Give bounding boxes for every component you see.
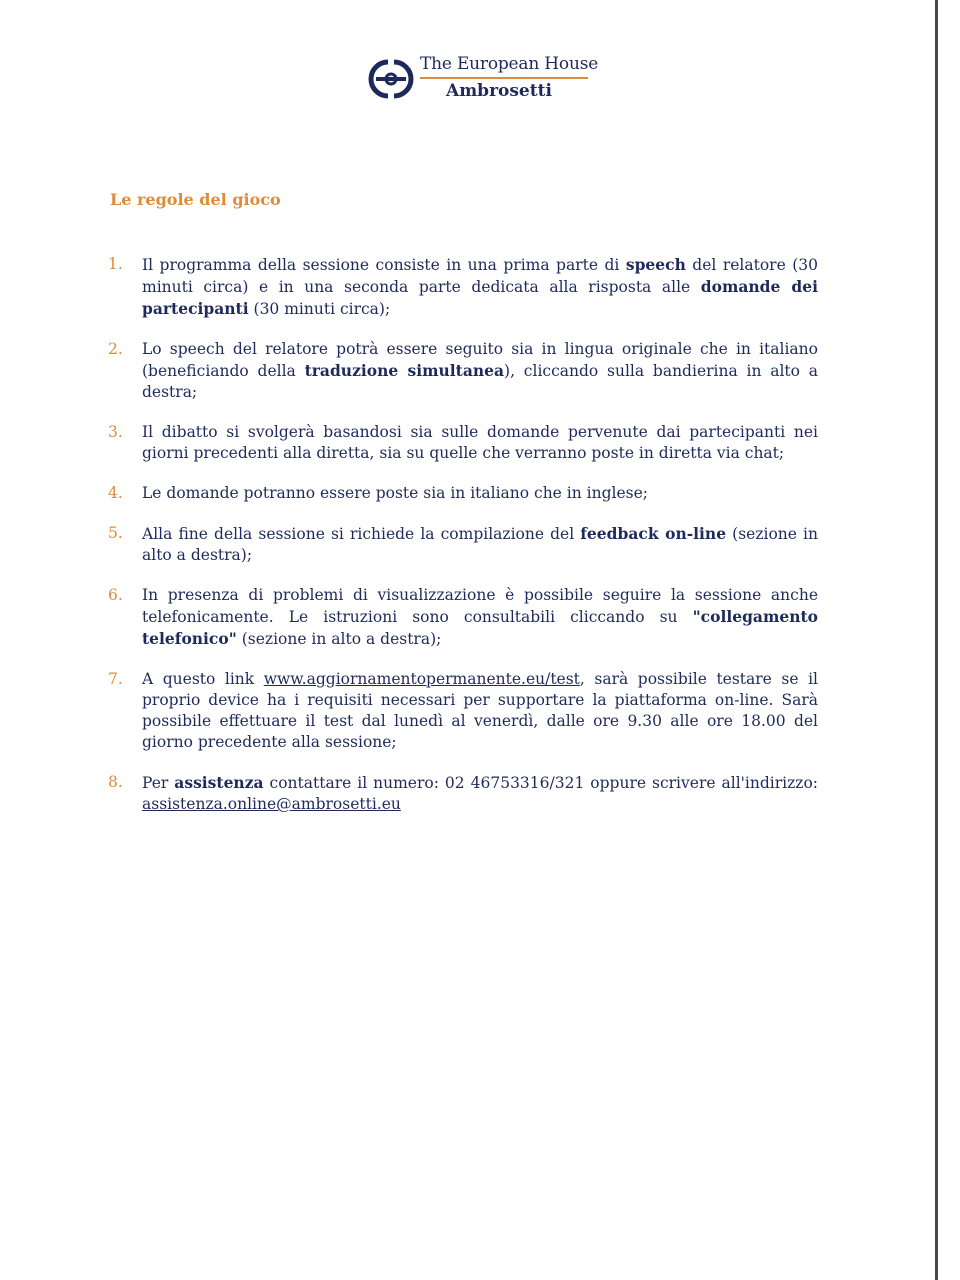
rule-text: , sarà possibile testare se il proprio device ha i requisiti necessari per supportare la piattaforma on-line. Sarà possibile effettuare il test dal lunedì al venerdì, dalle ore 9.30 alle ore 18.00 del giorno precedente alla sessione; <box>142 670 818 751</box>
rule-text: Per <box>142 774 175 792</box>
rule-item <box>108 523 818 566</box>
rule-number: 4. <box>108 484 123 502</box>
brand-logo <box>366 54 599 106</box>
rule-text: Il programma della sessione consiste in una prima parte di <box>142 256 626 274</box>
rules-list <box>108 254 818 834</box>
rule-number: 1. <box>108 255 123 273</box>
rule-text: del relatore (30 minuti circa) e in una seconda parte dedicata alla risposta alle <box>142 256 818 296</box>
rule-text: Le domande potranno essere poste sia in italiano che in inglese; <box>142 484 648 502</box>
rule-text: (sezione in alto a destra); <box>142 525 818 564</box>
rule-number: 6. <box>108 586 123 604</box>
brand-name-line2: Ambrosetti <box>446 81 552 101</box>
rule-text: ), cliccando sulla bandierina in alto a destra; <box>142 362 819 401</box>
rule-text: Il dibatto si svolgerà basandosi sia sulle domande pervenute dai partecipanti nei giorni precedenti alla diretta, sia su quelle che verranno poste in diretta via chat; <box>142 423 818 462</box>
rule-number: 8. <box>108 773 123 791</box>
rule-text: Lo speech del relatore potrà essere seguito sia in lingua originale che in italiano (beneficiando della <box>142 340 818 380</box>
rule-item <box>108 422 818 464</box>
ambrosetti-logo-mark-icon <box>366 56 416 102</box>
rule-emphasis: feedback on-line <box>580 524 727 543</box>
rule-text: In presenza di problemi di visualizzazione è possibile seguire la sessione anche telefonicamente. Le istruzioni sono consultabili cliccando su <box>142 586 818 626</box>
rule-item <box>108 339 818 403</box>
rule-text: (sezione in alto a destra); <box>236 630 442 648</box>
rule-number: 2. <box>108 340 123 358</box>
rule-text: contattare il numero: 02 46753316/321 oppure scrivere all'indirizzo: <box>263 774 818 792</box>
rule-text: A questo link <box>142 670 264 688</box>
rule-emphasis: speech <box>625 255 686 274</box>
brand-divider <box>420 77 588 79</box>
rule-item <box>108 254 818 320</box>
rule-item <box>108 585 818 650</box>
rule-number: 7. <box>108 670 123 688</box>
rule-item <box>108 483 818 504</box>
brand-name-line1: The European House <box>420 54 599 74</box>
rule-emphasis: traduzione simultanea <box>304 361 505 380</box>
section-title: Le regole del gioco <box>110 190 281 209</box>
rule-item <box>108 669 818 753</box>
rule-link[interactable]: www.aggiornamentopermanente.eu/test <box>263 670 580 688</box>
page-edge-divider <box>935 0 938 1280</box>
rule-number: 5. <box>108 524 123 542</box>
rule-number: 3. <box>108 423 123 441</box>
rule-item <box>108 772 818 815</box>
rule-emphasis: domande dei partecipanti <box>142 277 818 318</box>
rule-link[interactable]: assistenza.online@ambrosetti.eu <box>142 795 401 813</box>
rule-text: Alla fine della sessione si richiede la compilazione del <box>142 525 581 543</box>
rule-emphasis: "collegamento telefonico" <box>142 607 818 648</box>
rule-emphasis: assistenza <box>174 773 264 792</box>
rule-text: (30 minuti circa); <box>248 300 391 318</box>
